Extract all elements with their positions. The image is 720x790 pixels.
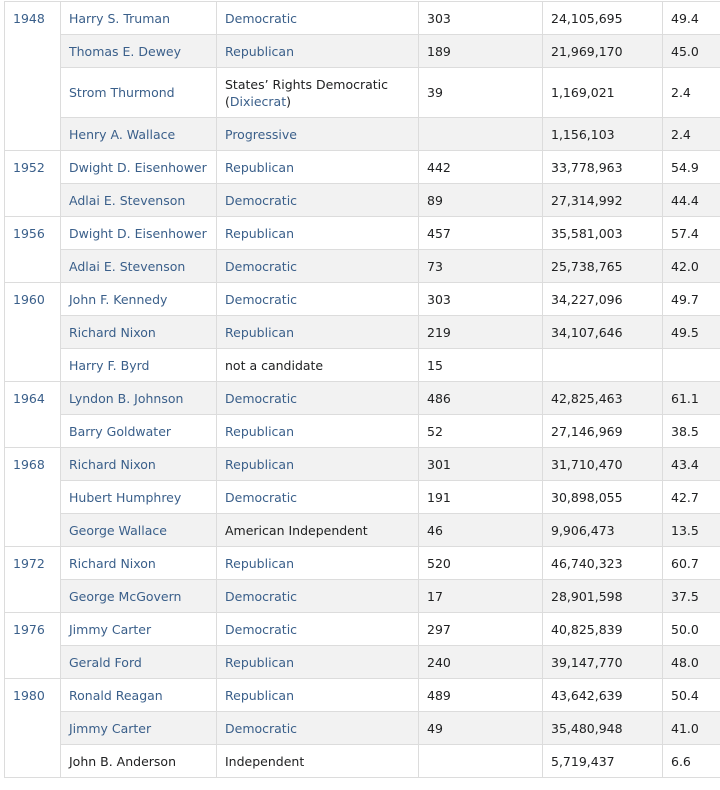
- year-link[interactable]: 1976: [5, 613, 61, 679]
- party-cell[interactable]: Democratic: [217, 712, 419, 745]
- popular-votes-cell: 34,227,096: [543, 283, 663, 316]
- year-link[interactable]: 1956: [5, 217, 61, 283]
- candidate-cell: John B. Anderson: [61, 745, 217, 778]
- candidate-cell[interactable]: Harry F. Byrd: [61, 349, 217, 382]
- electoral-votes-cell: 457: [419, 217, 543, 250]
- electoral-votes-cell: [419, 118, 543, 151]
- candidate-cell[interactable]: Richard Nixon: [61, 316, 217, 349]
- candidate-cell[interactable]: Richard Nixon: [61, 547, 217, 580]
- candidate-cell[interactable]: Henry A. Wallace: [61, 118, 217, 151]
- popular-votes-cell: 46,740,323: [543, 547, 663, 580]
- electoral-votes-cell: 46: [419, 514, 543, 547]
- electoral-votes-cell: 49: [419, 712, 543, 745]
- electoral-votes-cell: 52: [419, 415, 543, 448]
- popular-votes-cell: 33,778,963: [543, 151, 663, 184]
- candidate-cell[interactable]: Jimmy Carter: [61, 712, 217, 745]
- popular-votes-cell: 35,480,948: [543, 712, 663, 745]
- table-row: [5, 448, 720, 481]
- candidate-cell[interactable]: Gerald Ford: [61, 646, 217, 679]
- party-label: States’ Rights Democratic: [225, 76, 389, 92]
- popular-votes-cell: 21,969,170: [543, 35, 663, 68]
- electoral-votes-cell: 219: [419, 316, 543, 349]
- party-cell[interactable]: Democratic: [217, 184, 419, 217]
- electoral-votes-cell: 73: [419, 250, 543, 283]
- election-results-table: [4, 1, 720, 778]
- popular-pct-cell: [663, 349, 720, 382]
- popular-votes-cell: 31,710,470: [543, 448, 663, 481]
- table-row: [5, 2, 720, 35]
- popular-pct-cell: 41.0: [663, 712, 720, 745]
- popular-votes-cell: 35,581,003: [543, 217, 663, 250]
- candidate-cell[interactable]: George Wallace: [61, 514, 217, 547]
- electoral-votes-cell: 189: [419, 35, 543, 68]
- party-cell[interactable]: Republican: [217, 217, 419, 250]
- party-cell[interactable]: Democratic: [217, 580, 419, 613]
- candidate-cell[interactable]: Dwight D. Eisenhower: [61, 151, 217, 184]
- table-row: [5, 151, 720, 184]
- candidate-cell[interactable]: John F. Kennedy: [61, 283, 217, 316]
- electoral-votes-cell: 301: [419, 448, 543, 481]
- popular-pct-cell: 57.4: [663, 217, 720, 250]
- year-link[interactable]: 1972: [5, 547, 61, 613]
- party-cell[interactable]: Democratic: [217, 283, 419, 316]
- electoral-votes-cell: 520: [419, 547, 543, 580]
- candidate-cell[interactable]: Dwight D. Eisenhower: [61, 217, 217, 250]
- party-cell[interactable]: Democratic: [217, 2, 419, 35]
- candidate-cell[interactable]: Barry Goldwater: [61, 415, 217, 448]
- party-cell[interactable]: Democratic: [217, 250, 419, 283]
- popular-pct-cell: 54.9: [663, 151, 720, 184]
- table-row: [5, 250, 720, 283]
- candidate-cell[interactable]: Thomas E. Dewey: [61, 35, 217, 68]
- popular-votes-cell: 39,147,770: [543, 646, 663, 679]
- popular-votes-cell: 28,901,598: [543, 580, 663, 613]
- popular-pct-cell: 61.1: [663, 382, 720, 415]
- table-row: [5, 35, 720, 68]
- electoral-votes-cell: [419, 745, 543, 778]
- party-cell[interactable]: Republican: [217, 151, 419, 184]
- popular-pct-cell: 6.6: [663, 745, 720, 778]
- table-row: [5, 547, 720, 580]
- table-row: [5, 184, 720, 217]
- popular-votes-cell: 1,156,103: [543, 118, 663, 151]
- popular-pct-cell: 50.0: [663, 613, 720, 646]
- popular-pct-cell: 38.5: [663, 415, 720, 448]
- candidate-cell[interactable]: Richard Nixon: [61, 448, 217, 481]
- popular-votes-cell: 25,738,765: [543, 250, 663, 283]
- popular-votes-cell: 5,719,437: [543, 745, 663, 778]
- candidate-cell[interactable]: Adlai E. Stevenson: [61, 250, 217, 283]
- table-row: [5, 68, 720, 118]
- popular-pct-cell: 44.4: [663, 184, 720, 217]
- year-link[interactable]: 1964: [5, 382, 61, 448]
- year-link[interactable]: 1968: [5, 448, 61, 547]
- popular-pct-cell: 49.7: [663, 283, 720, 316]
- year-link[interactable]: 1952: [5, 151, 61, 217]
- candidate-cell[interactable]: Hubert Humphrey: [61, 481, 217, 514]
- candidate-cell[interactable]: Lyndon B. Johnson: [61, 382, 217, 415]
- table-row: [5, 613, 720, 646]
- year-link[interactable]: 1980: [5, 679, 61, 778]
- popular-pct-cell: 43.4: [663, 448, 720, 481]
- candidate-cell[interactable]: Adlai E. Stevenson: [61, 184, 217, 217]
- popular-votes-cell: 30,898,055: [543, 481, 663, 514]
- popular-votes-cell: [543, 349, 663, 382]
- electoral-votes-cell: 303: [419, 283, 543, 316]
- popular-pct-cell: 2.4: [663, 118, 720, 151]
- party-cell: American Independent: [217, 514, 419, 547]
- popular-pct-cell: 13.5: [663, 514, 720, 547]
- candidate-cell[interactable]: Jimmy Carter: [61, 613, 217, 646]
- party-cell: not a candidate: [217, 349, 419, 382]
- party-cell[interactable]: Republican: [217, 35, 419, 68]
- table-row: [5, 217, 720, 250]
- party-cell: States’ Rights Democratic (Dixiecrat): [217, 68, 419, 118]
- party-cell[interactable]: Republican: [217, 547, 419, 580]
- popular-votes-cell: 43,642,639: [543, 679, 663, 712]
- popular-pct-cell: 42.0: [663, 250, 720, 283]
- party-cell[interactable]: Democratic: [217, 481, 419, 514]
- electoral-votes-cell: 303: [419, 2, 543, 35]
- popular-votes-cell: 27,314,992: [543, 184, 663, 217]
- party-cell[interactable]: Progressive: [217, 118, 419, 151]
- table-row: [5, 118, 720, 151]
- party-cell: Independent: [217, 745, 419, 778]
- table-row: [5, 349, 720, 382]
- table-row: [5, 514, 720, 547]
- candidate-cell[interactable]: Strom Thurmond: [61, 68, 217, 118]
- party-cell[interactable]: Republican: [217, 646, 419, 679]
- election-results-body: [5, 2, 720, 778]
- popular-pct-cell: 48.0: [663, 646, 720, 679]
- popular-votes-cell: 42,825,463: [543, 382, 663, 415]
- electoral-votes-cell: 442: [419, 151, 543, 184]
- electoral-votes-cell: 489: [419, 679, 543, 712]
- candidate-cell[interactable]: Harry S. Truman: [61, 2, 217, 35]
- party-cell[interactable]: Republican: [217, 679, 419, 712]
- popular-votes-cell: 27,146,969: [543, 415, 663, 448]
- popular-votes-cell: 1,169,021: [543, 68, 663, 118]
- popular-pct-cell: 60.7: [663, 547, 720, 580]
- party-cell[interactable]: Republican: [217, 316, 419, 349]
- electoral-votes-cell: 297: [419, 613, 543, 646]
- popular-pct-cell: 45.0: [663, 35, 720, 68]
- popular-pct-cell: 49.5: [663, 316, 720, 349]
- popular-votes-cell: 40,825,839: [543, 613, 663, 646]
- table-row: [5, 283, 720, 316]
- popular-votes-cell: 9,906,473: [543, 514, 663, 547]
- table-row: [5, 646, 720, 679]
- popular-pct-cell: 49.4: [663, 2, 720, 35]
- table-row: [5, 745, 720, 778]
- table-row: [5, 712, 720, 745]
- year-link[interactable]: 1960: [5, 283, 61, 382]
- electoral-votes-cell: 486: [419, 382, 543, 415]
- popular-pct-cell: 50.4: [663, 679, 720, 712]
- table-row: [5, 415, 720, 448]
- popular-pct-cell: 2.4: [663, 68, 720, 118]
- electoral-votes-cell: 39: [419, 68, 543, 118]
- party-alias-link[interactable]: Dixiecrat: [229, 93, 287, 109]
- table-row: [5, 580, 720, 613]
- popular-votes-cell: 34,107,646: [543, 316, 663, 349]
- party-cell[interactable]: Democratic: [217, 613, 419, 646]
- electoral-votes-cell: 17: [419, 580, 543, 613]
- popular-pct-cell: 42.7: [663, 481, 720, 514]
- party-cell[interactable]: Republican: [217, 415, 419, 448]
- electoral-votes-cell: 89: [419, 184, 543, 217]
- popular-pct-cell: 37.5: [663, 580, 720, 613]
- electoral-votes-cell: 240: [419, 646, 543, 679]
- table-row: [5, 316, 720, 349]
- party-cell[interactable]: Republican: [217, 448, 419, 481]
- table-row: [5, 679, 720, 712]
- popular-votes-cell: 24,105,695: [543, 2, 663, 35]
- year-link[interactable]: 1948: [5, 2, 61, 151]
- candidate-cell[interactable]: Ronald Reagan: [61, 679, 217, 712]
- electoral-votes-cell: 191: [419, 481, 543, 514]
- electoral-votes-cell: 15: [419, 349, 543, 382]
- table-row: [5, 481, 720, 514]
- candidate-cell[interactable]: George McGovern: [61, 580, 217, 613]
- table-row: [5, 382, 720, 415]
- party-cell[interactable]: Democratic: [217, 382, 419, 415]
